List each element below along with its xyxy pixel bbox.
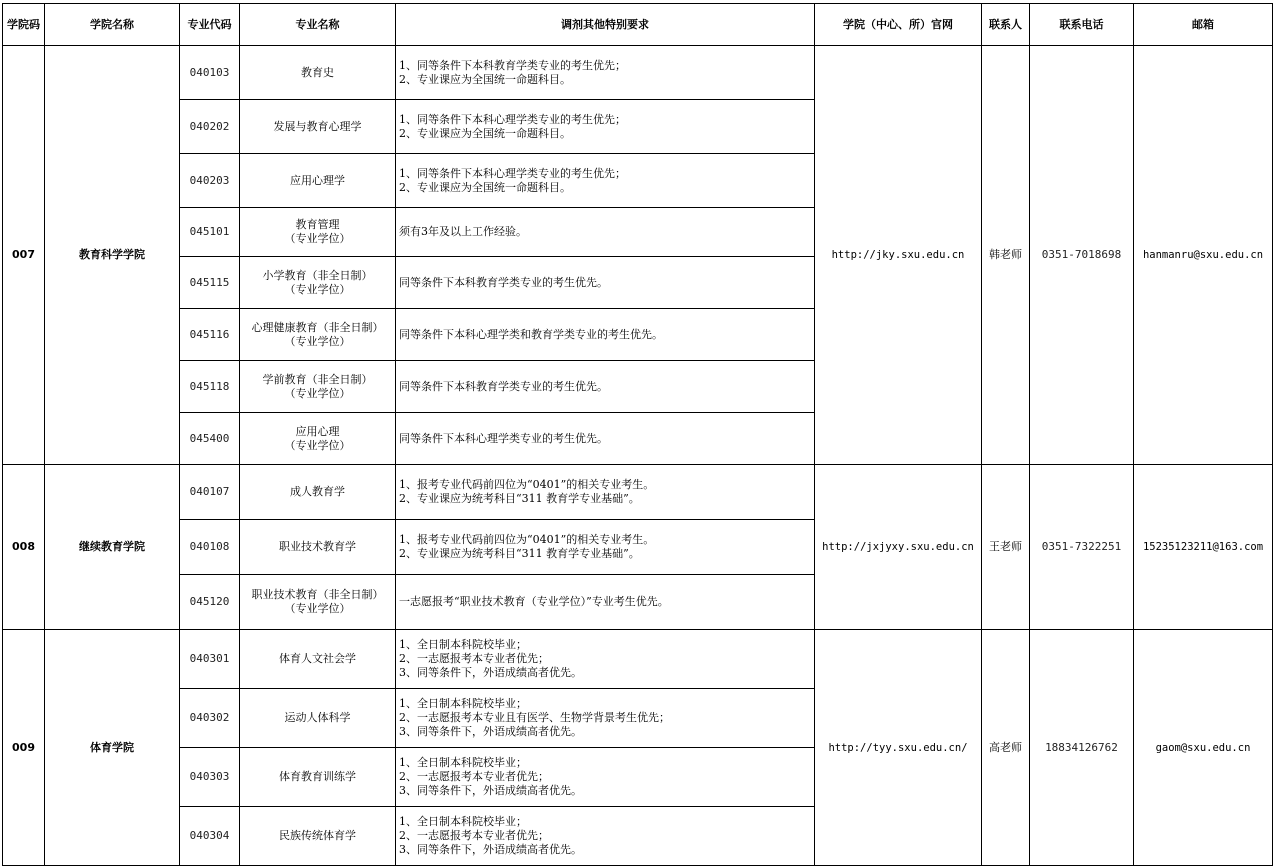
- major-name: [240, 748, 396, 807]
- major-name-line: 小学教育（非全日制）: [262, 268, 373, 282]
- major-code: 045116: [180, 309, 240, 361]
- requirement-line: 1、同等条件下本科心理学类专业的考生优先；: [399, 112, 626, 126]
- contact-person: 韩老师: [982, 46, 1030, 465]
- major-name-line: （专业学位）: [284, 282, 351, 296]
- major-code: 040301: [180, 630, 240, 689]
- major-name-line: 学前教育（非全日制）: [262, 372, 373, 386]
- major-code: 045400: [180, 413, 240, 465]
- requirement-line: 1、同等条件下本科教育学类专业的考生优先；: [399, 58, 626, 72]
- major-name: [240, 46, 396, 100]
- major-name: [240, 100, 396, 154]
- requirement: [396, 413, 815, 465]
- major-name: [240, 154, 396, 208]
- requirement: [396, 689, 815, 748]
- major-name-line: 成人教育学: [290, 485, 345, 498]
- requirement-line: 2、专业课应为统考科目“311 教育学专业基础”。: [399, 547, 640, 560]
- college-code: 007: [3, 46, 45, 465]
- requirement: [396, 257, 815, 309]
- major-code: 045118: [180, 361, 240, 413]
- major-code: 040203: [180, 154, 240, 208]
- major-name: [240, 413, 396, 465]
- requirement: [396, 309, 815, 361]
- major-code: 045120: [180, 575, 240, 630]
- header-email: 邮箱: [1134, 4, 1273, 46]
- college-code: 008: [3, 465, 45, 630]
- requirement: [396, 465, 815, 520]
- major-code: 045101: [180, 208, 240, 257]
- requirement-line: 1、全日制本科院校毕业；: [399, 756, 527, 769]
- header-requirements: 调剂其他特别要求: [396, 4, 815, 46]
- adjustment-requirements-table: [2, 3, 1273, 866]
- requirement: [396, 575, 815, 630]
- requirement-line: 同等条件下本科心理学类专业的考生优先。: [399, 431, 608, 445]
- college-website-link[interactable]: http://jxjyxy.sxu.edu.cn: [815, 465, 982, 630]
- major-name-line: 民族传统体育学: [279, 829, 356, 842]
- contact-person: 高老师: [982, 630, 1030, 866]
- requirement-line: 同等条件下本科心理学类和教育学类专业的考生优先。: [399, 327, 663, 341]
- header-major-code: 专业代码: [180, 4, 240, 46]
- header-college-name: 学院名称: [45, 4, 180, 46]
- major-code: 045115: [180, 257, 240, 309]
- major-name: [240, 575, 396, 630]
- major-code: 040107: [180, 465, 240, 520]
- requirement: [396, 361, 815, 413]
- table-row: [3, 46, 1273, 100]
- major-name-line: 职业技术教育学: [279, 540, 356, 553]
- major-code: 040103: [180, 46, 240, 100]
- requirement-line: 2、专业课应为全国统一命题科目。: [399, 72, 571, 86]
- requirement: [396, 520, 815, 575]
- major-name-line: 体育教育训练学: [279, 770, 356, 783]
- major-name: [240, 257, 396, 309]
- major-name: [240, 309, 396, 361]
- major-name: [240, 361, 396, 413]
- major-name-line: 心理健康教育（非全日制）: [251, 320, 384, 334]
- requirement-line: 1、报考专业代码前四位为“0401”的相关专业考生。: [399, 478, 655, 491]
- header-website: 学院（中心、所）官网: [815, 4, 982, 46]
- major-name-line: 应用心理: [295, 424, 340, 438]
- college-website-link[interactable]: http://jky.sxu.edu.cn: [815, 46, 982, 465]
- requirement-line: 同等条件下本科教育学类专业的考生优先。: [399, 379, 608, 393]
- major-name: [240, 465, 396, 520]
- requirement-line: 1、同等条件下本科心理学类专业的考生优先；: [399, 166, 626, 180]
- contact-email[interactable]: gaom@sxu.edu.cn: [1134, 630, 1273, 866]
- requirement-line: 1、全日制本科院校毕业；: [399, 815, 527, 828]
- requirement: [396, 154, 815, 208]
- header-college-code: 学院码: [3, 4, 45, 46]
- requirement-line: 2、专业课应为全国统一命题科目。: [399, 126, 571, 140]
- major-code: 040202: [180, 100, 240, 154]
- requirement-line: 3、同等条件下，外语成绩高者优先。: [399, 784, 582, 797]
- requirement-line: 2、一志愿报考本专业者优先；: [399, 770, 549, 783]
- major-name-line: 运动人体科学: [284, 711, 351, 724]
- major-code: 040302: [180, 689, 240, 748]
- contact-phone: 0351-7322251: [1030, 465, 1134, 630]
- header-phone: 联系电话: [1030, 4, 1134, 46]
- college-website-link[interactable]: http://tyy.sxu.edu.cn/: [815, 630, 982, 866]
- major-name: [240, 807, 396, 866]
- major-name-line: 职业技术教育（非全日制）: [251, 588, 384, 601]
- college-name: 体育学院: [45, 630, 180, 866]
- requirement-line: 同等条件下本科教育学类专业的考生优先。: [399, 275, 608, 289]
- requirement-line: 2、专业课应为全国统一命题科目。: [399, 180, 571, 194]
- requirement-line: 须有3年及以上工作经验。: [399, 225, 527, 238]
- contact-email[interactable]: hanmanru@sxu.edu.cn: [1134, 46, 1273, 465]
- major-name-line: （专业学位）: [284, 232, 351, 245]
- major-name: [240, 520, 396, 575]
- major-code: 040108: [180, 520, 240, 575]
- requirement-line: 一志愿报考“职业技术教育（专业学位）”专业考生优先。: [399, 595, 669, 608]
- requirement-line: 3、同等条件下，外语成绩高者优先。: [399, 725, 582, 738]
- requirement: [396, 100, 815, 154]
- major-code: 040303: [180, 748, 240, 807]
- contact-person: 王老师: [982, 465, 1030, 630]
- requirement-line: 2、一志愿报考本专业者优先；: [399, 829, 549, 842]
- table-row: [3, 630, 1273, 689]
- requirement: [396, 46, 815, 100]
- requirement-line: 2、一志愿报考本专业且有医学、生物学背景考生优先；: [399, 711, 670, 724]
- header-contact: 联系人: [982, 4, 1030, 46]
- major-name: [240, 630, 396, 689]
- requirement-line: 3、同等条件下，外语成绩高者优先。: [399, 666, 582, 679]
- college-code: 009: [3, 630, 45, 866]
- requirement-line: 1、全日制本科院校毕业；: [399, 638, 527, 651]
- requirement-line: 2、专业课应为统考科目“311 教育学专业基础”。: [399, 492, 640, 505]
- major-name: [240, 208, 396, 257]
- college-name: 教育科学学院: [45, 46, 180, 465]
- major-name-line: （专业学位）: [284, 438, 351, 452]
- major-name-line: （专业学位）: [284, 602, 351, 615]
- major-name-line: 发展与教育心理学: [273, 119, 362, 133]
- major-name-line: （专业学位）: [284, 386, 351, 400]
- requirement: [396, 208, 815, 257]
- major-name-line: 体育人文社会学: [279, 652, 356, 665]
- major-name: [240, 689, 396, 748]
- major-name-line: （专业学位）: [284, 334, 351, 348]
- contact-email[interactable]: 15235123211@163.com: [1134, 465, 1273, 630]
- contact-phone: 0351-7018698: [1030, 46, 1134, 465]
- table-row: [3, 465, 1273, 520]
- college-name: 继续教育学院: [45, 465, 180, 630]
- requirement: [396, 807, 815, 866]
- header-major-name: 专业名称: [240, 4, 396, 46]
- requirement: [396, 748, 815, 807]
- contact-phone: 18834126762: [1030, 630, 1134, 866]
- major-name-line: 教育史: [301, 65, 334, 79]
- major-name-line: 教育管理: [295, 218, 340, 231]
- requirement-line: 2、一志愿报考本专业者优先；: [399, 652, 549, 665]
- requirement: [396, 630, 815, 689]
- requirement-line: 1、全日制本科院校毕业；: [399, 697, 527, 710]
- requirement-line: 1、报考专业代码前四位为“0401”的相关专业考生。: [399, 533, 655, 546]
- requirement-line: 3、同等条件下，外语成绩高者优先。: [399, 843, 582, 856]
- header-row: [3, 4, 1273, 46]
- major-name-line: 应用心理学: [290, 173, 345, 187]
- major-code: 040304: [180, 807, 240, 866]
